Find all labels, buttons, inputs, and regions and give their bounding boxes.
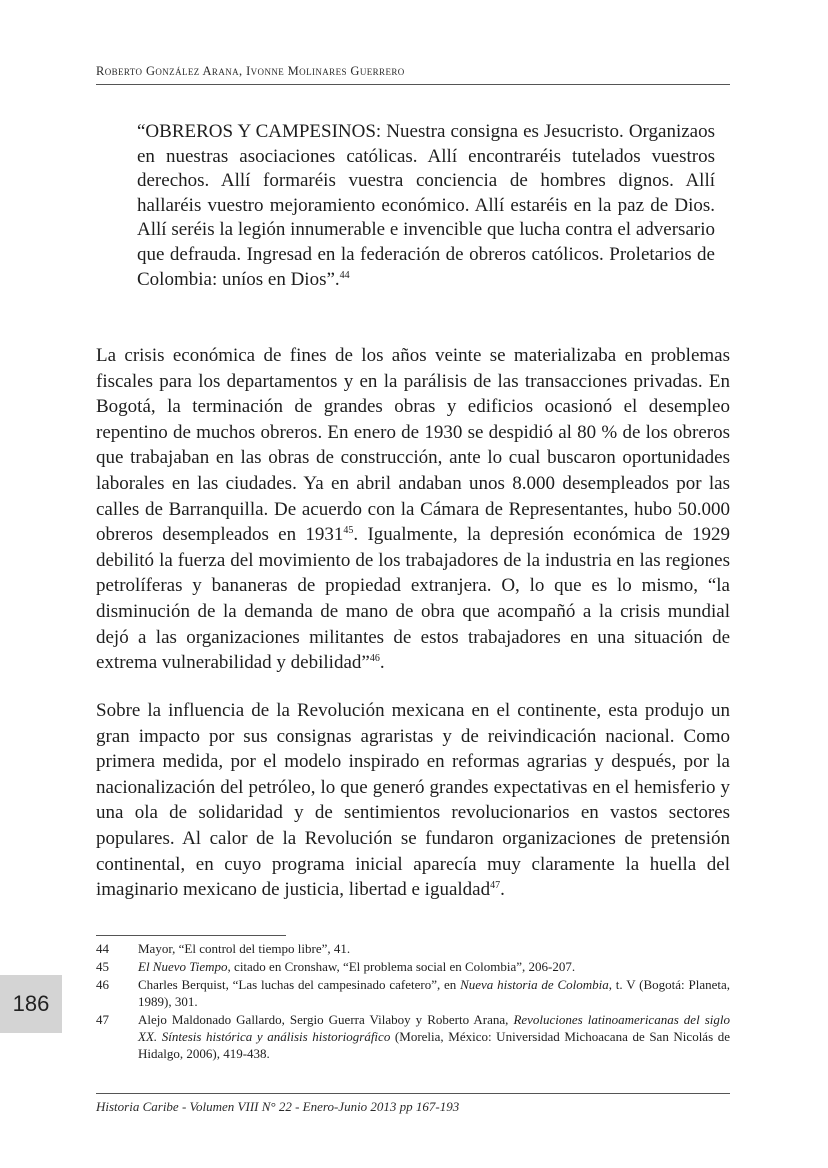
footnote-number: 44 bbox=[96, 941, 109, 956]
header-divider bbox=[96, 84, 730, 85]
footnote-ref-46[interactable]: 46 bbox=[369, 653, 380, 665]
footnote-body: Mayor, “El control del tiempo libre”, 41. bbox=[138, 941, 351, 956]
paragraph-text: . bbox=[500, 879, 505, 901]
paragraph-text: . bbox=[379, 652, 385, 674]
footnote-body: Charles Berquist, “Las luchas del campesinado cafetero”, en bbox=[138, 977, 461, 992]
footnotes bbox=[96, 940, 730, 1063]
footnote-body: Alejo Maldonado Gallardo, Sergio Guerra Vilaboy y Roberto Arana, bbox=[138, 1012, 514, 1027]
footnote-45 bbox=[96, 958, 730, 975]
footnote-47 bbox=[96, 1011, 730, 1062]
footnote-ref-47[interactable]: 47 bbox=[490, 880, 501, 892]
footnote-46 bbox=[96, 976, 730, 1010]
footnote-number: 47 bbox=[96, 1012, 109, 1027]
running-footer: Historia Caribe - Volumen VIII N° 22 - Enero-Junio 2013 pp 167-193 bbox=[96, 1099, 460, 1114]
paragraph-text: . Igualmente, la depresión económica de 1929 debilitó la fuerza del movimiento de los trabajadores de la industria en las regiones petrolíferas y bananeras de propiedad extranjera. O, lo que es lo mismo, “la disminución de la demanda de mano de obra que acompañó a la crisis mundial dejó a las organizaciones militantes de estos trabajadores en una situación de extrema vulnerabilidad y debilidad” bbox=[96, 524, 730, 674]
footnote-body: (Morelia, México: Universidad Michoacana de San Nicolás de Hidalgo, 2006), 419-438. bbox=[138, 1029, 731, 1061]
footnote-text bbox=[138, 1011, 730, 1062]
footnote-body: , citado en Cronshaw, “El problema social en Colombia”, 206-207. bbox=[227, 959, 576, 974]
footnote-text bbox=[138, 958, 730, 975]
paragraph-text: La crisis económica de fines de los años veinte se materializaba en problemas fiscales para los departamentos y en la parálisis de las transacciones privadas. En Bogotá, la terminación de grandes obras y edificios ocasionó el desempleo repentino de muchos obreros. En enero de 1930 se despidió al 80 % de los obreros que trabajaban en las obras de construcción, ante lo cual buscaron oportunidades laborales en las ciudades. Ya en abril andaban unos 8.000 desempleados por las calles de Barranquilla. De acuerdo con la Cámara de Representantes, hubo 50.000 obreros desempleados en 1931 bbox=[96, 345, 730, 546]
footnote-44 bbox=[96, 940, 730, 957]
footnote-italic-title: Revoluciones latinoamericanas del siglo XX. Síntesis histórica y análisis historiográfico bbox=[138, 1012, 730, 1044]
footnote-italic-title: Nueva historia de Colombia bbox=[460, 977, 609, 992]
footnote-number: 46 bbox=[96, 977, 109, 992]
footnote-text bbox=[138, 976, 730, 1010]
footnote-body: , t. V (Bogotá: Planeta, 1989), 301. bbox=[138, 977, 730, 1009]
footnote-ref-45[interactable]: 45 bbox=[343, 525, 354, 537]
footnote-text bbox=[138, 940, 730, 957]
paragraph-text: Sobre la influencia de la Revolución mexicana en el continente, esta produjo un gran impacto por sus consignas agraristas y de reivindicación nacional. Como primera medida, por el modelo inspirado en reformas agrarias y después, por la nacionalización del petróleo, lo que generó grandes expectativas en el hemisferio y una ola de solidaridad y de sentimientos revolucionarios en vastos sectores populares. Al calor de la Revolución se fundaron organizaciones de pretensión continental, en cuyo programa inicial aparecía muy claramente la huella del imaginario mexicano de justicia, libertad e igualdad bbox=[96, 700, 730, 901]
block-quote bbox=[137, 120, 715, 292]
footer-divider bbox=[96, 1093, 730, 1094]
quote-text: “OBREROS Y CAMPESINOS: Nuestra consigna es Jesucristo. Organizaos en nuestras asociaciones católicas. Allí encontraréis tutelados vuestros derechos. Allí formaréis vuestra conciencia de hombres dignos. Allí hallaréis vuestro mejoramiento económico. Allí estaréis en la paz de Dios. Allí seréis la legión innumerable e invencible que lucha contra el adversario que defrauda. Ingresad en la federación de obreros católicos. Proletarios de Colombia: uníos en Dios”. bbox=[137, 121, 715, 290]
page-number: 186 bbox=[0, 975, 62, 1033]
running-header: Roberto González Arana, Ivonne Molinares Guerrero bbox=[96, 64, 405, 78]
footnote-number: 45 bbox=[96, 959, 109, 974]
footnote-divider bbox=[96, 935, 286, 936]
paragraph-mexican-revolution bbox=[96, 698, 730, 903]
paragraph-economic-crisis bbox=[96, 343, 730, 676]
footnote-italic-title: El Nuevo Tiempo bbox=[138, 959, 228, 974]
footnote-ref-44[interactable]: 44 bbox=[339, 269, 350, 281]
